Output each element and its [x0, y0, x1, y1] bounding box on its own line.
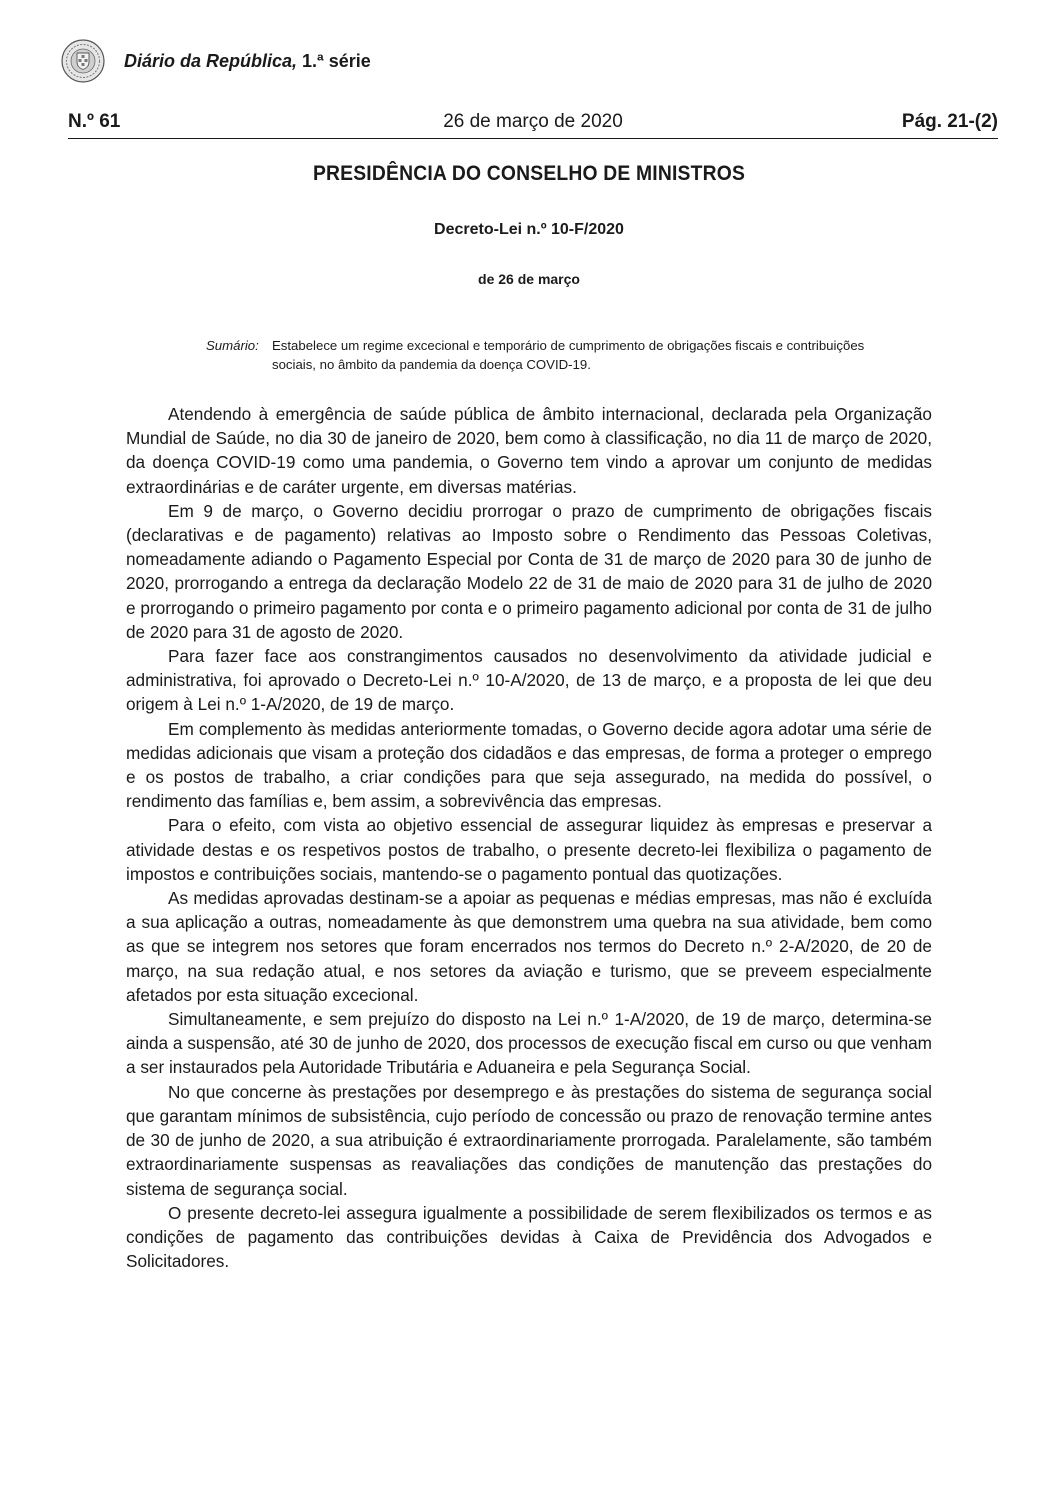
coat-of-arms-seal-icon — [60, 38, 106, 84]
paragraph: Atendendo à emergência de saúde pública de âmbito internacional, declarada pela Organização Mundial de Saúde, no dia 30 de janeiro de 2020, bem como à classificação, no dia 11 de março de 2020, da doença COVID-19 como uma pandemia, o Governo tem vindo a aprovar um conjunto de medidas extraordinárias e de caráter urgente, em diversas matérias. — [126, 404, 932, 497]
issue-number: N.º 61 — [68, 111, 121, 132]
summary-label: Sumário: — [206, 338, 259, 353]
paragraph: Em complemento às medidas anteriormente tomadas, o Governo decide agora adotar uma série de medidas adicionais que visam a proteção dos cidadãos e das empresas, de forma a proteger o emprego e os postos de trabalho, a criar condições para que seja assegurado, na medida do possível, o rendimento das famílias e, bem assim, a sobrevivência das empresas. — [126, 718, 932, 812]
journal-name: Diário da República, — [124, 50, 298, 71]
paragraph: As medidas aprovadas destinam-se a apoiar as pequenas e médias empresas, mas não é excluída a sua aplicação a outras, nomeadamente às que demonstrem uma quebra na sua atividade, bem como as que se integrem nos setores que foram encerrados nos termos do Decreto n.º 2-A/2020, de 20 de março, na sua redação atual, e nos setores da aviação e turismo, que se preveem especialmente afetados por esta situação excecional. — [126, 888, 932, 1005]
paragraph: Simultaneamente, e sem prejuízo do disposto na Lei n.º 1-A/2020, de 19 de março, determina-se ainda a suspensão, até 30 de junho de 2020, dos processos de execução fiscal em curso ou que venham a ser instaurados pela Autoridade Tributária e Aduaneira e pela Segurança Social. — [126, 1009, 932, 1078]
issue-date: 26 de março de 2020 — [443, 111, 623, 132]
paragraph: No que concerne às prestações por desemprego e às prestações do sistema de segurança social que garantam mínimos de subsistência, cujo período de concessão ou prazo de renovação termine antes de 30 de junho de 2020, a sua atribuição é extraordinariamente prorrogada. Paralelamente, são também extraordinariamente suspensas as reavaliações das condições de manutenção das prestações do sistema de segurança social. — [126, 1081, 932, 1199]
paragraph: Para fazer face aos constrangimentos causados no desenvolvimento da atividade judicial e administrativa, foi aprovado o Decreto-Lei n.º 10-A/2020, de 13 de março, e a proposta de lei que deu origem à Lei n.º 1-A/2020, de 19 de março. — [126, 646, 932, 715]
summary — [206, 336, 866, 374]
page-number: Pág. 21-(2) — [901, 111, 998, 132]
preamble-body — [126, 402, 932, 1273]
ministry-heading: PRESIDÊNCIA DO CONSELHO DE MINISTROS — [312, 162, 746, 185]
summary-text: Estabelece um regime excecional e temporário de cumprimento de obrigações fiscais e contribuições sociais, no âmbito da pandemia da doença COVID-19. — [272, 338, 865, 372]
paragraph: O presente decreto-lei assegura igualmente a possibilidade de serem flexibilizados os termos e as condições de pagamento das contribuições devidas à Caixa de Previdência dos Advogados e Solicitadores. — [126, 1202, 932, 1272]
issue-header — [68, 106, 998, 139]
decree-title: Decreto-Lei n.º 10-F/2020 — [434, 221, 624, 238]
paragraph: Para o efeito, com vista ao objetivo essencial de assegurar liquidez às empresas e preservar a atividade destas e os respetivos postos de trabalho, o presente decreto-lei flexibiliza o pagamento de impostos e contribuições sociais, mantendo-se o pagamento pontual das quotizações. — [126, 815, 932, 884]
decree-date: de 26 de março — [478, 271, 580, 287]
paragraph: Em 9 de março, o Governo decidiu prorrogar o prazo de cumprimento de obrigações fiscais (declarativas e de pagamento) relativas ao Imposto sobre o Rendimento das Pessoas Coletivas, nomeadamente adiando o Pagamento Especial por Conta de 31 de março de 2020 para 30 de junho de 2020, prorrogando a entrega da declaração Modelo 22 de 31 de maio de 2020 para 31 de julho de 2020 e prorrogando o primeiro pagamento por conta e o primeiro pagamento adicional por conta de 31 de julho de 2020 para 31 de agosto de 2020. — [126, 500, 932, 642]
journal-title — [124, 51, 371, 72]
masthead — [60, 38, 371, 84]
journal-series: 1.ª série — [297, 50, 371, 71]
